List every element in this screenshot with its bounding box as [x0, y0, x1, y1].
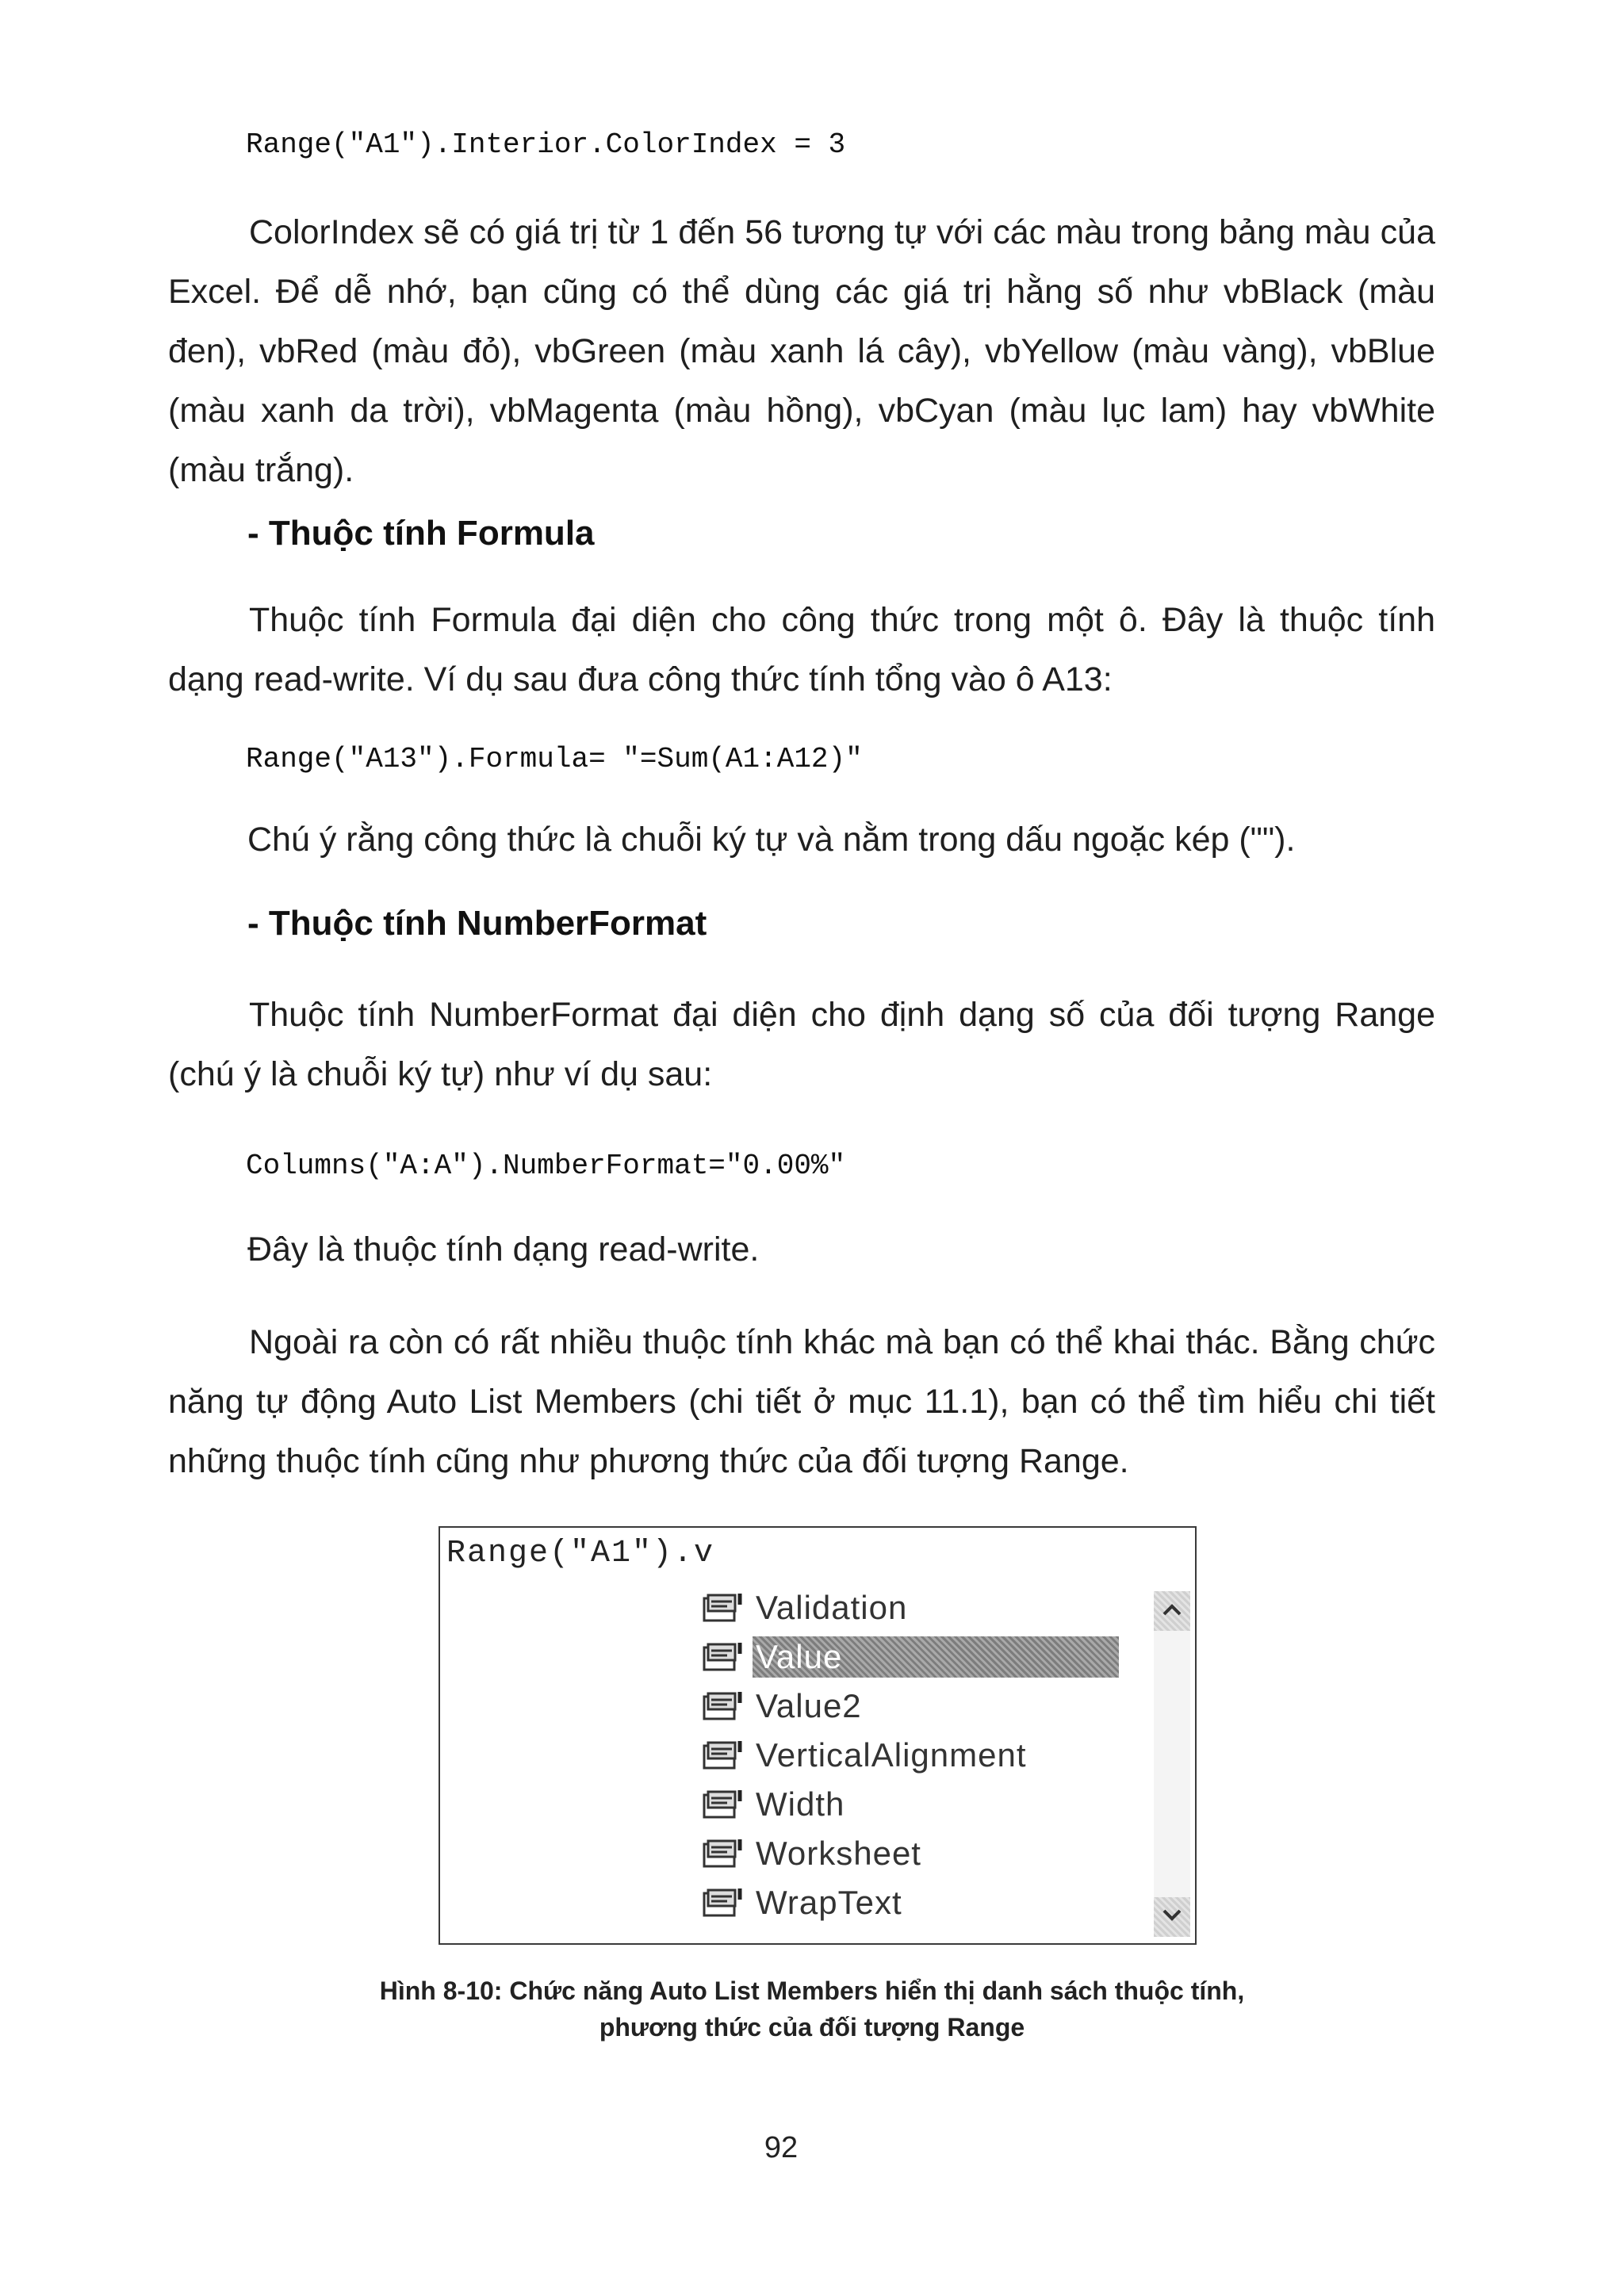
property-icon — [702, 1689, 748, 1724]
member-label: Value — [753, 1636, 1119, 1678]
property-icon — [702, 1787, 748, 1822]
list-item-selected[interactable] — [702, 1632, 1144, 1682]
paragraph-color-index: ColorIndex sẽ có giá trị từ 1 đến 56 tương tự với các màu trong bảng màu của Excel. Để dễ nhớ, bạn cũng có thể dùng các giá trị hằng số như vbBlack (màu đen), vbRed (màu đỏ), vbGreen (màu xanh lá cây), vbYellow (màu vàng), vbBlue (màu xanh da trời), vbMagenta (màu hồng), vbCyan (màu lục lam) hay vbWhite (màu trắng). — [168, 213, 1435, 489]
paragraph-number-format-description: Thuộc tính NumberFormat đại diện cho định dạng số của đối tượng Range (chú ý là chuỗi ký tự) như ví dụ sau: — [168, 996, 1435, 1093]
property-icon — [702, 1640, 748, 1674]
member-list[interactable] — [702, 1583, 1144, 1927]
property-icon — [702, 1885, 748, 1920]
paragraph-formula-note: Chú ý rằng công thức là chuỗi ký tự và nằm trong dấu ngoặc kép (""). — [247, 821, 1296, 859]
scroll-down-button[interactable] — [1154, 1897, 1190, 1937]
page-number: 92 — [764, 2131, 799, 2164]
list-scrollbar[interactable] — [1154, 1591, 1190, 1937]
code-number-format: Columns("A:A").NumberFormat="0.00%" — [246, 1150, 846, 1182]
list-item[interactable] — [702, 1731, 1144, 1780]
auto-list-members-figure — [439, 1526, 1197, 1945]
property-icon — [702, 1836, 748, 1871]
list-item[interactable] — [702, 1878, 1144, 1927]
property-icon — [702, 1590, 748, 1625]
list-item[interactable] — [702, 1583, 1144, 1632]
member-label: Validation — [756, 1589, 908, 1626]
member-label: Value2 — [756, 1687, 862, 1724]
list-item[interactable] — [702, 1780, 1144, 1829]
property-icon — [702, 1738, 748, 1773]
figure-caption-line-1: Hình 8-10: Chức năng Auto List Members hiển thị danh sách thuộc tính, — [379, 1976, 1245, 2005]
paragraph-number-format-note: Đây là thuộc tính dạng read-write. — [247, 1230, 760, 1269]
member-label: WrapText — [756, 1884, 902, 1921]
scroll-up-button[interactable] — [1154, 1591, 1190, 1631]
code-interior-colorindex: Range("A1").Interior.ColorIndex = 3 — [246, 128, 846, 161]
editor-code-line: Range("A1").v — [446, 1536, 715, 1571]
list-item[interactable] — [702, 1682, 1144, 1731]
chevron-up-icon — [1162, 1602, 1182, 1621]
member-label: Width — [756, 1785, 845, 1823]
figure-caption — [178, 1973, 1446, 2045]
heading-number-format: - Thuộc tính NumberFormat — [247, 904, 707, 943]
member-label: VerticalAlignment — [756, 1736, 1027, 1774]
paragraph-formula-description: Thuộc tính Formula đại diện cho công thức trong một ô. Đây là thuộc tính dạng read-write. Ví dụ sau đưa công thức tính tổng vào ô A13: — [168, 601, 1435, 698]
heading-formula: - Thuộc tính Formula — [247, 514, 595, 553]
member-label: Worksheet — [756, 1835, 921, 1872]
code-formula: Range("A13").Formula= "=Sum(A1:A12)" — [246, 743, 863, 775]
figure-caption-line-2: phương thức của đối tượng Range — [599, 2013, 1025, 2042]
chevron-down-icon — [1162, 1908, 1182, 1927]
paragraph-more-properties: Ngoài ra còn có rất nhiều thuộc tính khác mà bạn có thể khai thác. Bằng chức năng tự động Auto List Members (chi tiết ở mục 11.1), bạn có thể tìm hiểu chi tiết những thuộc tính cũng như phương thức của đối tượng Range. — [168, 1323, 1435, 1480]
list-item[interactable] — [702, 1829, 1144, 1878]
